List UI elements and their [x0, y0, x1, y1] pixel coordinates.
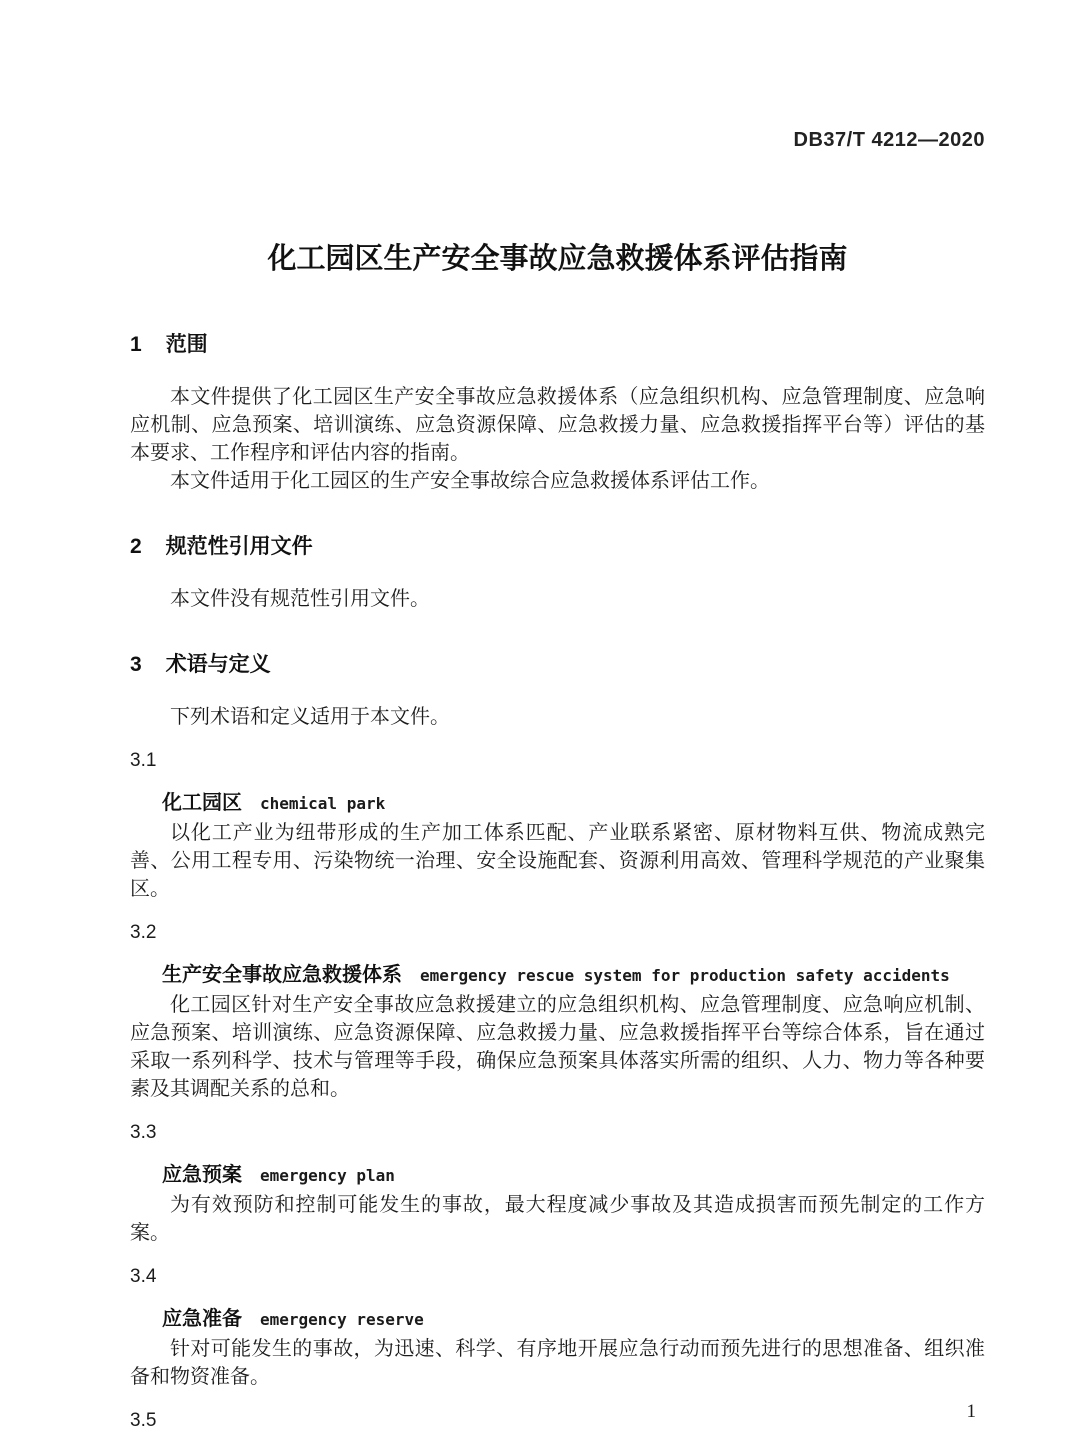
section-normative-references: [130, 533, 985, 613]
section-scope: [130, 331, 985, 495]
section-heading: [130, 651, 985, 679]
term-name-zh: 应急预案: [162, 1164, 242, 1186]
term-number: 3.5: [130, 1410, 157, 1431]
term-name-zh: 应急准备: [162, 1308, 242, 1330]
section-title: 术语与定义: [165, 653, 271, 676]
term-entry: [130, 1407, 985, 1435]
section-title: 规范性引用文件: [165, 535, 313, 558]
section-number: 1: [130, 333, 142, 356]
term-name-en: emergency reserve: [260, 1310, 424, 1329]
term-name-en: emergency plan: [260, 1166, 395, 1185]
paragraph: 下列术语和定义适用于本文件。: [170, 706, 450, 728]
term-entry: [130, 747, 985, 903]
term-entry: [130, 1119, 985, 1247]
term-name-zh: 化工园区: [162, 792, 242, 814]
terms-list: [130, 747, 985, 1435]
term-definition: 为有效预防和控制可能发生的事故，最大程度减少事故及其造成损害而预先制定的工作方案。: [130, 1194, 985, 1244]
paragraph: 本文件提供了化工园区生产安全事故应急救援体系（应急组织机构、应急管理制度、应急响应机制、应急预案、培训演练、应急资源保障、应急救援力量、应急救援指挥平台等）评估的基本要求、工作程序和评估内容的指南。: [130, 386, 985, 464]
page-number: 1: [966, 1401, 976, 1422]
term-definition: 化工园区针对生产安全事故应急救援建立的应急组织机构、应急管理制度、应急响应机制、应急预案、培训演练、应急资源保障、应急救援力量、应急救援指挥平台等综合体系，旨在通过采取一系列科学、技术与管理等手段，确保应急预案具体落实所需的组织、人力、物力等各种要素及其调配关系的总和。: [130, 994, 985, 1100]
term-name: [130, 1305, 985, 1335]
section-heading: [130, 533, 985, 561]
section-number: 3: [130, 653, 142, 676]
paragraph: 本文件适用于化工园区的生产安全事故综合应急救援体系评估工作。: [170, 470, 770, 492]
term-name-zh: 生产安全事故应急救援体系: [162, 964, 402, 986]
term-name: [130, 789, 985, 819]
term-number: 3.3: [130, 1122, 157, 1143]
term-name: [130, 961, 985, 991]
term-definition: 针对可能发生的事故，为迅速、科学、有序地开展应急行动而预先进行的思想准备、组织准备和物资准备。: [130, 1338, 985, 1388]
document-title: 化工园区生产安全事故应急救援体系评估指南: [267, 243, 848, 275]
section-heading: [130, 331, 985, 359]
term-entry: [130, 919, 985, 1103]
standard-code: DB37/T 4212—2020: [793, 129, 985, 151]
section-terms-definitions: [130, 651, 985, 731]
term-number: 3.2: [130, 922, 157, 943]
term-name-en: emergency rescue system for production safety accidents: [420, 966, 950, 985]
paragraph: 本文件没有规范性引用文件。: [170, 588, 430, 610]
term-name-en: chemical park: [260, 794, 386, 813]
term-name: [130, 1161, 985, 1191]
term-number: 3.4: [130, 1266, 157, 1287]
term-entry: [130, 1263, 985, 1391]
section-title: 范围: [165, 333, 208, 356]
section-number: 2: [130, 535, 142, 558]
term-number: 3.1: [130, 750, 157, 771]
term-definition: 以化工产业为纽带形成的生产加工体系匹配、产业联系紧密、原材物料互供、物流成熟完善、公用工程专用、污染物统一治理、安全设施配套、资源利用高效、管理科学规范的产业聚集区。: [130, 822, 985, 900]
